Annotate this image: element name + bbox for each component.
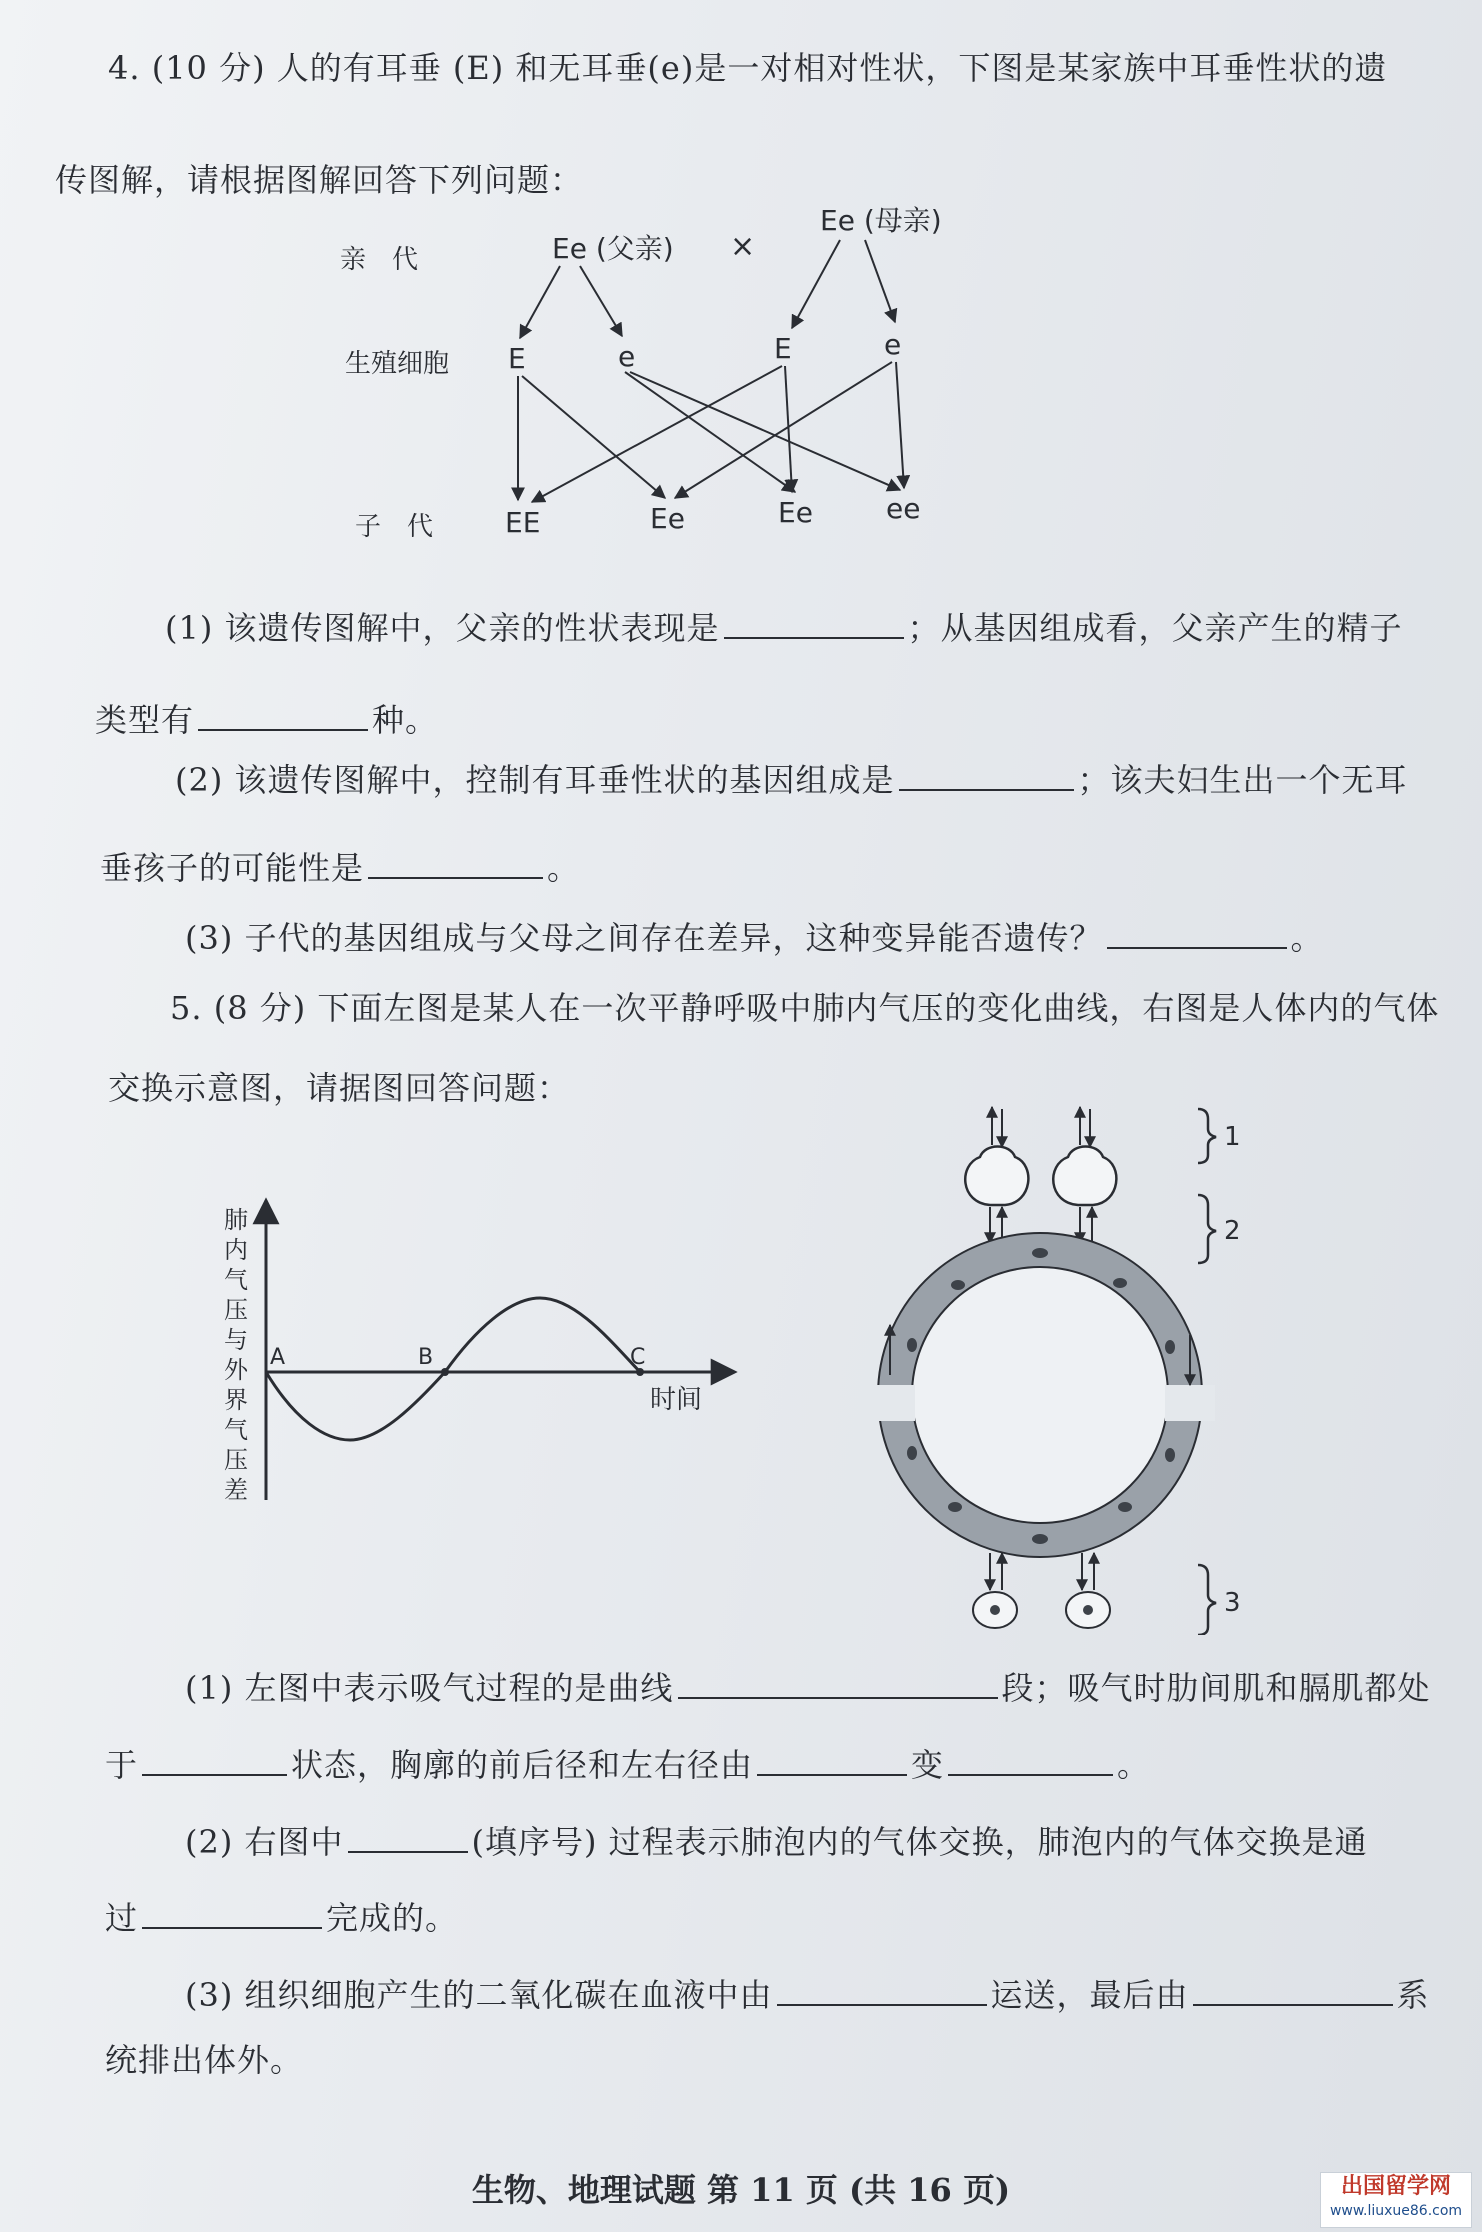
q5-sub3-blank-2[interactable] [1193, 1978, 1393, 2006]
process-label-1: 1 [1224, 1122, 1241, 1152]
svg-text:界: 界 [224, 1386, 248, 1414]
q5-sub1-text-c: 于 [105, 1746, 139, 1784]
q5-sub2-text-b: (填序号) 过程表示肺泡内的气体交换，肺泡内的气体交换是通 [471, 1823, 1368, 1861]
svg-text:差: 差 [224, 1476, 248, 1504]
gas-exchange-diagram [840, 1095, 1280, 1635]
q4-sub2-blank-1[interactable] [899, 763, 1074, 791]
q5-sub3-line2: 统排出体外。 [105, 2041, 304, 2079]
q5-sub1-line1 [185, 1668, 1431, 1708]
q5-sub2-blank-2[interactable] [142, 1901, 322, 1929]
inheritance-diagram [330, 200, 970, 560]
q5-stem-line1: 5. (8 分) 下面左图是某人在一次平静呼吸中肺内气压的变化曲线，右图是人体内的气体 [170, 989, 1440, 1027]
point-label-A: A [270, 1345, 286, 1370]
pressure-curve [266, 1298, 640, 1440]
row-label-gametes: 生殖细胞 [345, 349, 450, 379]
q4-stem-line2: 传图解，请根据图解回答下列问题： [55, 161, 584, 199]
svg-text:气: 气 [224, 1416, 248, 1444]
q4-sub1-text-d: 种。 [372, 701, 439, 739]
mother-genotype: Ee (母亲) [820, 204, 942, 237]
q5-sub2-line2 [105, 1898, 458, 1938]
q5-sub3-line1 [185, 1975, 1430, 2015]
site-watermark [1320, 2172, 1472, 2228]
q5-sub1-text-b: 段；吸气时肋间肌和膈肌都处 [1001, 1669, 1431, 1707]
x-axis-label: 时间 [650, 1385, 703, 1415]
tissue-exchange-arrows [990, 1553, 1094, 1590]
row-label-offspring: 子 代 [355, 512, 434, 542]
vessel-inner-wall [912, 1267, 1168, 1523]
gamete-mother-e: e [884, 328, 902, 361]
q4-sub1-line2 [95, 700, 438, 740]
process-label-2: 2 [1224, 1216, 1241, 1246]
ring-gap-left [865, 1385, 915, 1421]
svg-text:外: 外 [224, 1356, 248, 1384]
q4-sub2-line1 [175, 760, 1408, 800]
q4-sub3-line [185, 918, 1324, 958]
q5-sub1-text-d: 状态，胸廓的前后径和左右径由 [291, 1746, 754, 1784]
q4-sub3-text-a: (3) 子代的基因组成与父母之间存在差异，这种变异能否遗传？ [185, 919, 1103, 957]
q5-sub3-text-b: 运送，最后由 [990, 1976, 1189, 2014]
q4-sub1-blank-1[interactable] [724, 611, 904, 639]
q4-sub1-line1 [165, 608, 1403, 648]
gamete-mother-E: E [774, 332, 792, 365]
page-footer: 生物、地理试题 第 11 页 (共 16 页) [471, 2171, 1011, 2209]
q5-sub2-line1 [185, 1822, 1368, 1862]
q5-sub2-text-a: (2) 右图中 [185, 1823, 344, 1861]
point-B-dot [441, 1368, 449, 1376]
q4-sub2-blank-2[interactable] [368, 851, 543, 879]
watermark-url: www.liuxue86.com [1329, 2203, 1463, 2219]
svg-text:压: 压 [224, 1446, 248, 1474]
gamete-to-offspring-arrows [518, 362, 904, 502]
q4-sub3-text-b: 。 [1290, 919, 1324, 957]
offspring-EE: EE [505, 506, 541, 539]
q4-sub2-text-d: 。 [547, 849, 581, 887]
q5-sub1-blank-2[interactable] [142, 1748, 287, 1776]
svg-text:压: 压 [224, 1296, 248, 1324]
pressure-curve-graph [210, 1180, 750, 1510]
alveoli [965, 1147, 1116, 1206]
q5-sub1-blank-1[interactable] [678, 1671, 998, 1699]
q4-sub2-text-c: 垂孩子的可能性是 [100, 849, 365, 887]
q4-stem-line1: 4. (10 分) 人的有耳垂 (E) 和无耳垂(e)是一对相对性状，下图是某家族中耳垂性状的遗 [108, 49, 1388, 87]
svg-text:气: 气 [224, 1266, 248, 1294]
y-axis-label [224, 1206, 249, 1504]
father-genotype: Ee (父亲) [552, 232, 674, 265]
process-label-3: 3 [1224, 1588, 1241, 1618]
svg-text:内: 内 [224, 1236, 248, 1264]
q5-sub3-text-a: (3) 组织细胞产生的二氧化碳在血液中由 [185, 1976, 773, 2014]
q5-sub2-text-d: 完成的。 [326, 1899, 459, 1937]
point-label-C: C [630, 1345, 646, 1370]
q4-sub1-text-c: 类型有 [95, 701, 195, 739]
gamete-father-e: e [618, 340, 636, 373]
q4-sub1-blank-2[interactable] [198, 703, 368, 731]
q4-sub1-text-a: (1) 该遗传图解中，父亲的性状表现是 [165, 609, 720, 647]
q4-sub2-text-b: ；该夫妇生出一个无耳 [1077, 761, 1408, 799]
point-label-B: B [418, 1345, 434, 1370]
gamete-father-E: E [508, 342, 526, 375]
offspring-ee: ee [886, 492, 921, 525]
q5-sub1-text-a: (1) 左图中表示吸气过程的是曲线 [185, 1669, 674, 1707]
q5-sub1-blank-3[interactable] [757, 1748, 907, 1776]
airway-arrows [992, 1107, 1090, 1147]
q5-sub1-line2 [105, 1745, 1150, 1785]
q5-sub1-text-e: 变 [911, 1746, 945, 1784]
q5-sub3-text-c: 系 [1396, 1976, 1430, 2014]
cross-symbol: × [730, 229, 756, 264]
svg-text:肺: 肺 [224, 1206, 248, 1234]
q5-stem-line2: 交换示意图，请据图回答问题： [108, 1069, 571, 1107]
row-label-parents: 亲 代 [340, 245, 419, 275]
q4-sub3-blank[interactable] [1107, 921, 1287, 949]
q5-sub2-blank-1[interactable] [348, 1825, 468, 1853]
q5-sub3-blank-1[interactable] [777, 1978, 987, 2006]
q5-sub1-text-f: 。 [1117, 1746, 1151, 1784]
q5-sub2-text-c: 过 [105, 1899, 139, 1937]
watermark-title: 出国留学网 [1340, 2174, 1451, 2199]
q4-sub2-line2 [100, 848, 580, 888]
offspring-Ee-1: Ee [650, 502, 685, 535]
q5-sub1-blank-4[interactable] [948, 1748, 1113, 1776]
q4-sub1-text-b: ；从基因组成看，父亲产生的精子 [907, 609, 1403, 647]
svg-text:与: 与 [224, 1326, 248, 1354]
q4-sub2-text-a: (2) 该遗传图解中，控制有耳垂性状的基因组成是 [175, 761, 895, 799]
ring-gap-right [1165, 1385, 1215, 1421]
offspring-Ee-2: Ee [778, 496, 813, 529]
